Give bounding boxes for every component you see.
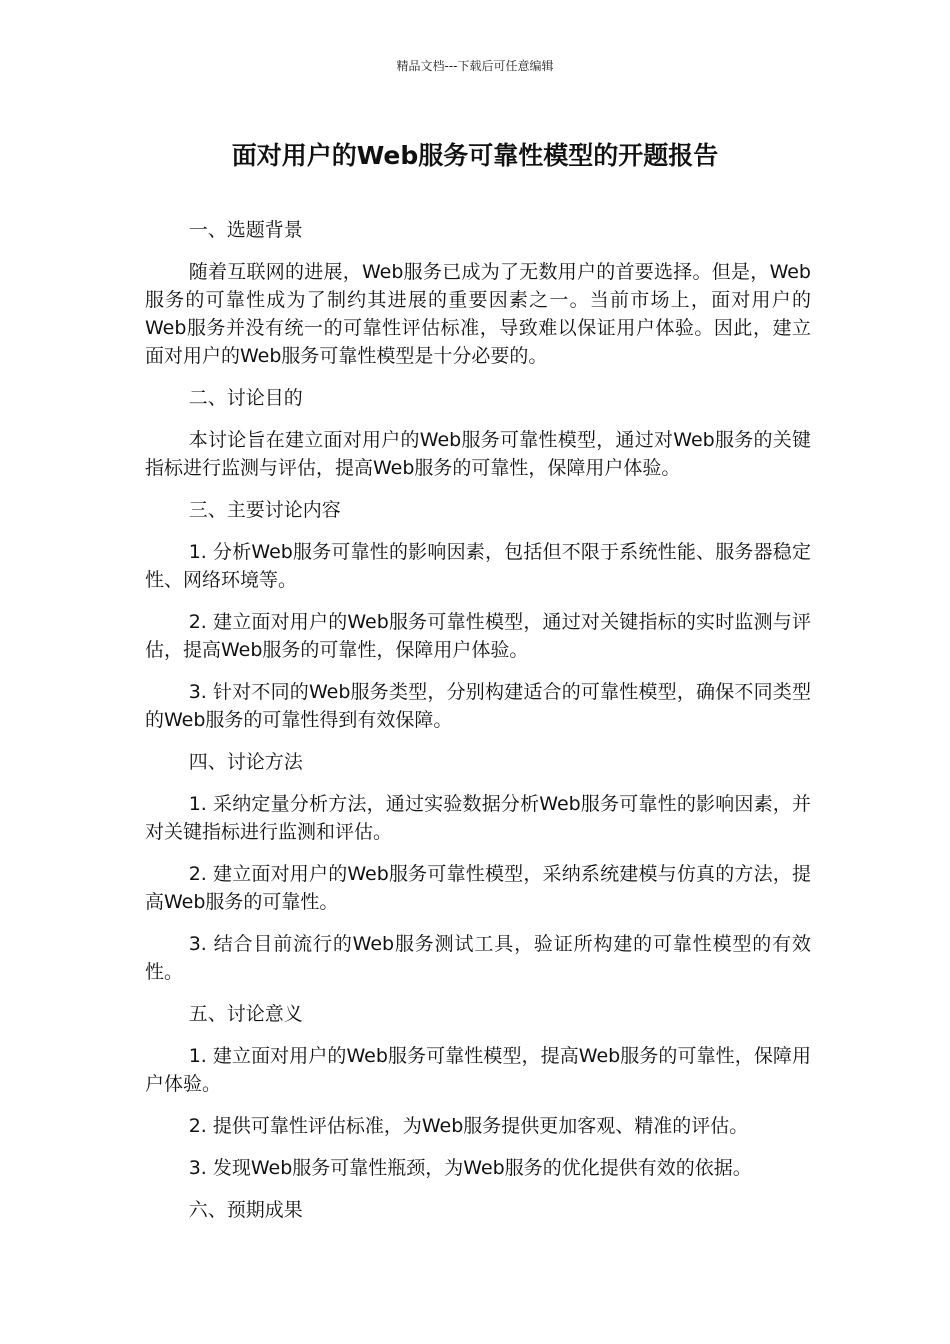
paragraph-background: 随着互联网的进展，Web服务已成为了无数用户的首要选择。但是，Web服务的可靠性成为了制约其进展的重要因素之一。当前市场上，面对用户的Web服务并没有统一的可靠性评估标准，导致难以保证用户体验。因此，建立面对用户的Web服务可靠性模型是十分必要的。 xyxy=(145,261,811,367)
page-header: 精品文档---下载后可任意编辑 xyxy=(396,59,554,73)
list-item-content-2: 2. 建立面对用户的Web服务可靠性模型，通过对关键指标的实时监测与评估，提高Web服务的可靠性，保障用户体验。 xyxy=(145,611,811,661)
paragraph-purpose: 本讨论旨在建立面对用户的Web服务可靠性模型，通过对Web服务的关键指标进行监测与评估，提高Web服务的可靠性，保障用户体验。 xyxy=(145,429,811,479)
section-heading-content: 三、主要讨论内容 xyxy=(188,499,341,521)
list-item-content-3: 3. 针对不同的Web服务类型，分别构建适合的可靠性模型，确保不同类型的Web服务的可靠性得到有效保障。 xyxy=(145,681,811,731)
list-item-method-1: 1. 采纳定量分析方法，通过实验数据分析Web服务可靠性的影响因素，并对关键指标进行监测和评估。 xyxy=(145,793,811,843)
document-title: 面对用户的Web服务可靠性模型的开题报告 xyxy=(231,141,719,170)
section-heading-method: 四、讨论方法 xyxy=(188,751,303,773)
section-heading-purpose: 二、讨论目的 xyxy=(188,387,303,409)
list-item-significance-2: 2. 提供可靠性评估标准，为Web服务提供更加客观、精准的评估。 xyxy=(188,1115,749,1137)
section-heading-expected-results: 六、预期成果 xyxy=(188,1199,303,1221)
document-body xyxy=(145,216,811,1238)
list-item-content-1: 1. 分析Web服务可靠性的影响因素，包括但不限于系统性能、服务器稳定性、网络环境等。 xyxy=(145,541,811,591)
section-heading-significance: 五、讨论意义 xyxy=(188,1003,303,1025)
list-item-significance-3: 3. 发现Web服务可靠性瓶颈，为Web服务的优化提供有效的依据。 xyxy=(188,1157,752,1179)
list-item-method-3: 3. 结合目前流行的Web服务测试工具，验证所构建的可靠性模型的有效性。 xyxy=(145,933,811,983)
section-heading-background: 一、选题背景 xyxy=(188,219,303,241)
list-item-significance-1: 1. 建立面对用户的Web服务可靠性模型，提高Web服务的可靠性，保障用户体验。 xyxy=(145,1045,811,1095)
list-item-method-2: 2. 建立面对用户的Web服务可靠性模型，采纳系统建模与仿真的方法，提高Web服务的可靠性。 xyxy=(145,863,811,913)
